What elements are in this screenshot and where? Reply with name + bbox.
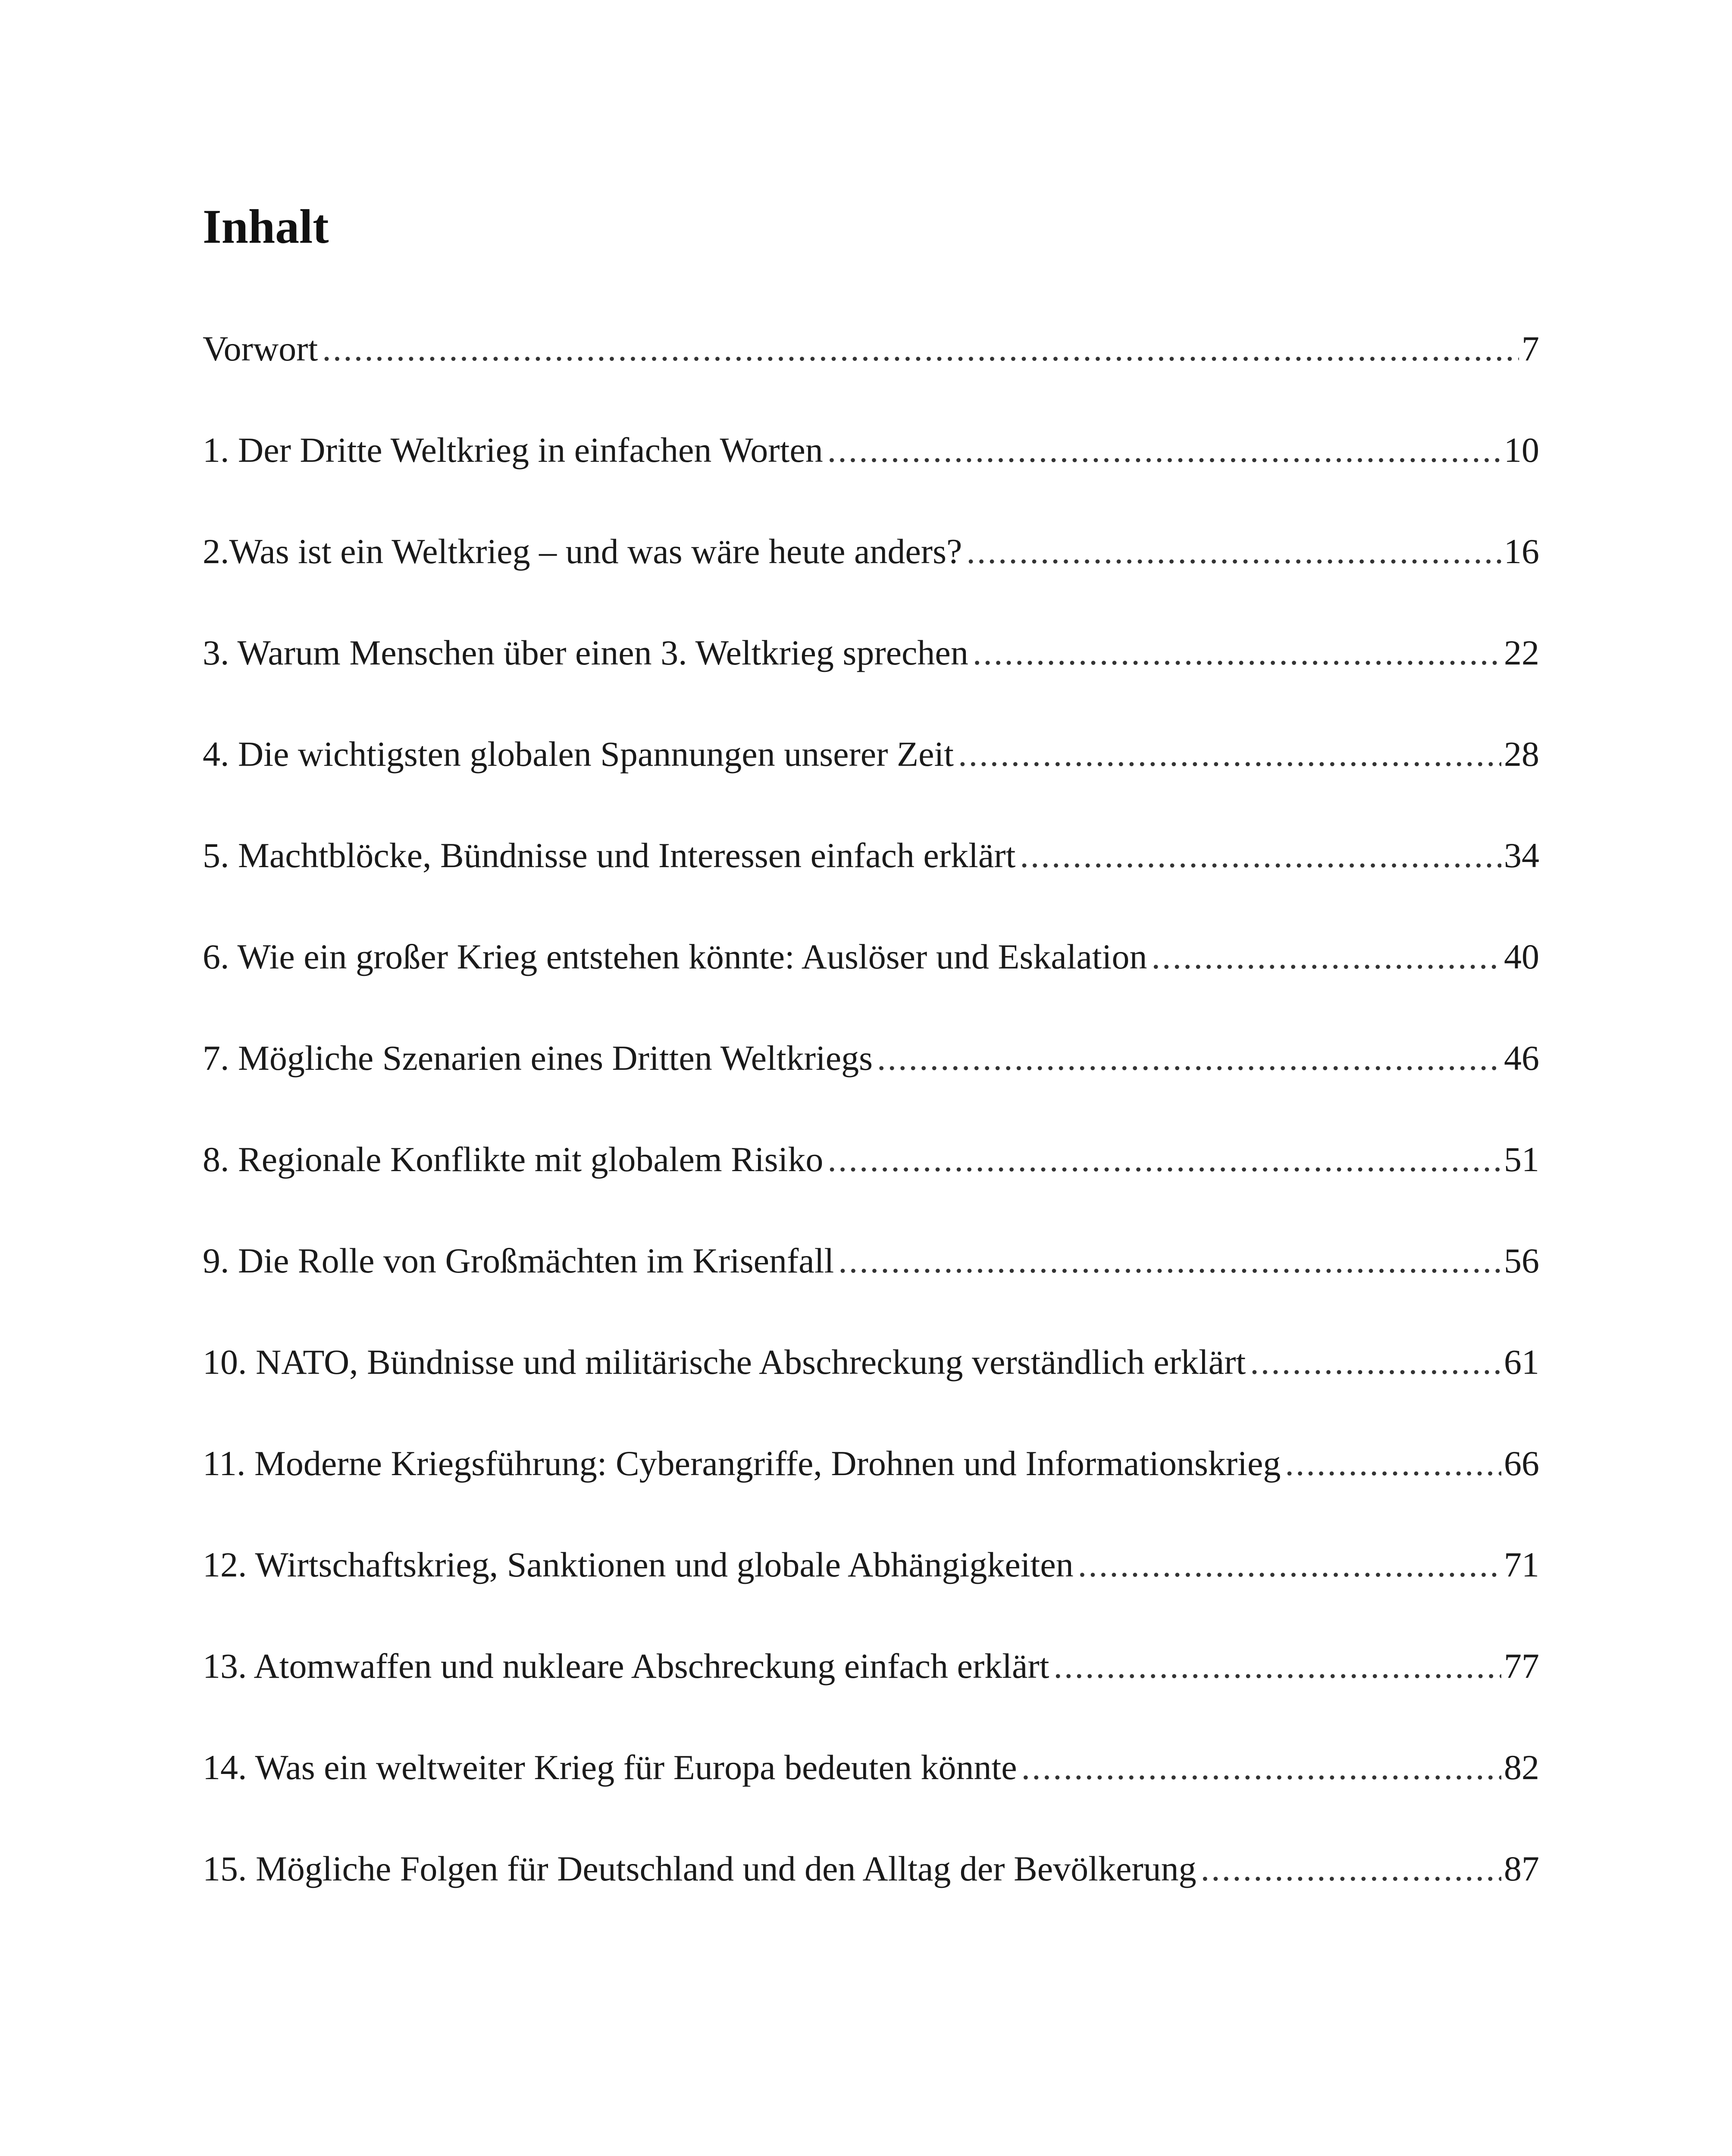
toc-entry-page: 16	[1504, 532, 1539, 571]
toc-entry-page: 46	[1504, 1038, 1539, 1078]
toc-entry-page: 10	[1504, 430, 1539, 470]
toc-dot-leader	[322, 328, 1519, 370]
toc-entry-page: 22	[1504, 633, 1539, 672]
toc-entry-title: 5. Machtblöcke, Bündnisse und Interessen einfach erklärt	[203, 836, 1016, 875]
toc-entry	[203, 632, 1539, 733]
toc-entry-page: 56	[1504, 1241, 1539, 1280]
toc-entry-title: 7. Mögliche Szenarien eines Dritten Weltkriegs	[203, 1038, 873, 1078]
toc-entry	[203, 1240, 1539, 1341]
toc-entry	[203, 1746, 1539, 1848]
toc-entry-title: 2.Was ist ein Weltkrieg – und was wäre heute anders?	[203, 532, 962, 571]
toc-entry-page: 51	[1504, 1140, 1539, 1179]
toc-entry-page: 28	[1504, 734, 1539, 774]
toc-entry	[203, 1544, 1539, 1645]
toc-dot-leader	[973, 632, 1501, 674]
toc-entry	[203, 834, 1539, 936]
toc-entry-page: 77	[1504, 1646, 1539, 1686]
toc-dot-leader	[827, 429, 1501, 471]
toc-entry-title: 13. Atomwaffen und nukleare Abschreckung einfach erklärt	[203, 1646, 1049, 1686]
toc-entry	[203, 1848, 1539, 1949]
toc-dot-leader	[1151, 936, 1501, 978]
toc-entry	[203, 429, 1539, 530]
toc-list	[203, 328, 1539, 1949]
toc-dot-leader	[1020, 834, 1501, 877]
toc-entry	[203, 936, 1539, 1037]
toc-entry-title: 14. Was ein weltweiter Krieg für Europa bedeuten könnte	[203, 1748, 1017, 1787]
toc-dot-leader	[1250, 1341, 1501, 1383]
toc-entry	[203, 1037, 1539, 1138]
toc-entry	[203, 1442, 1539, 1544]
toc-entry-title: Vorwort	[203, 329, 318, 368]
toc-entry-page: 34	[1504, 836, 1539, 875]
toc-dot-leader	[1201, 1848, 1501, 1890]
toc-entry	[203, 1645, 1539, 1746]
toc-dot-leader	[1078, 1544, 1501, 1586]
toc-entry-title: 4. Die wichtigsten globalen Spannungen unserer Zeit	[203, 734, 954, 774]
toc-entry-page: 71	[1504, 1545, 1539, 1584]
toc-entry-title: 1. Der Dritte Weltkrieg in einfachen Worten	[203, 430, 823, 470]
toc-entry-title: 12. Wirtschaftskrieg, Sanktionen und globale Abhängigkeiten	[203, 1545, 1074, 1584]
toc-entry	[203, 733, 1539, 834]
toc-entry-title: 8. Regionale Konflikte mit globalem Risiko	[203, 1140, 824, 1179]
toc-entry	[203, 530, 1539, 632]
toc-entry-page: 7	[1522, 329, 1539, 368]
toc-entry-page: 87	[1504, 1849, 1539, 1888]
toc-entry	[203, 1341, 1539, 1442]
toc-dot-leader	[838, 1240, 1501, 1282]
toc-entry-page: 40	[1504, 937, 1539, 976]
toc-heading: Inhalt	[203, 200, 329, 254]
toc-entry-title: 9. Die Rolle von Großmächten im Krisenfall	[203, 1241, 834, 1280]
toc-entry-page: 61	[1504, 1342, 1539, 1382]
toc-dot-leader	[1285, 1442, 1501, 1485]
toc-dot-leader	[877, 1037, 1501, 1079]
toc-entry-title: 11. Moderne Kriegsführung: Cyberangriffe, Drohnen und Informationskrieg	[203, 1444, 1281, 1483]
toc-entry-title: 15. Mögliche Folgen für Deutschland und den Alltag der Bevölkerung	[203, 1849, 1196, 1888]
toc-entry-title: 3. Warum Menschen über einen 3. Weltkrieg sprechen	[203, 633, 968, 672]
toc-entry-title: 6. Wie ein großer Krieg entstehen könnte: Auslöser und Eskalation	[203, 937, 1147, 976]
toc-entry	[203, 328, 1539, 429]
toc-entry-title: 10. NATO, Bündnisse und militärische Abschreckung verständlich erklärt	[203, 1342, 1246, 1382]
toc-entry-page: 82	[1504, 1748, 1539, 1787]
toc-dot-leader	[1054, 1645, 1501, 1687]
toc-entry	[203, 1138, 1539, 1240]
toc-dot-leader	[966, 530, 1501, 573]
toc-dot-leader	[1021, 1746, 1501, 1789]
toc-dot-leader	[958, 733, 1501, 775]
toc-dot-leader	[827, 1138, 1501, 1181]
toc-entry-page: 66	[1504, 1444, 1539, 1483]
